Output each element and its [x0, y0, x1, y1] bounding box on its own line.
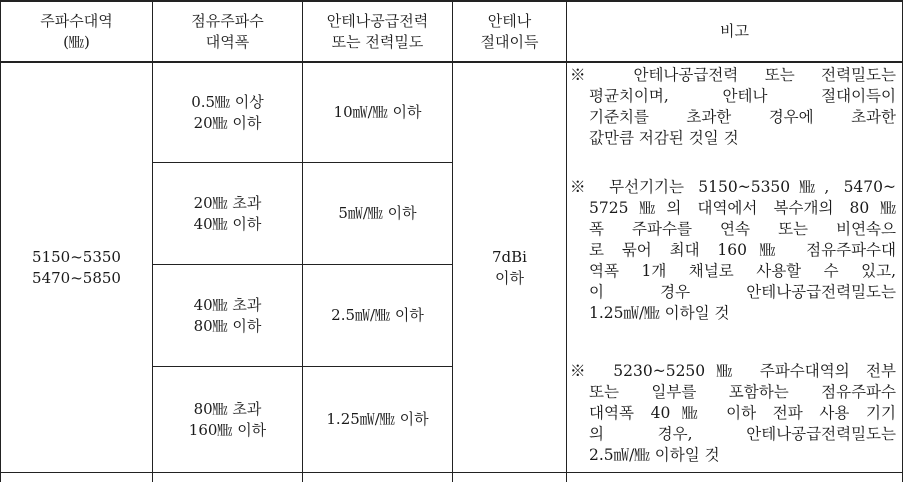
frequency-band-line-1: 5150~5350	[32, 247, 121, 266]
col-rule-4	[566, 0, 567, 473]
remark-note-3	[570, 361, 896, 466]
remark-note-2-line-7: 1.25㎽/㎒ 이하일 것	[589, 304, 730, 322]
header-antenna-power-line-1: 안테나공급전력	[326, 11, 429, 30]
power-cell-3-value: 2.5㎽/㎒ 이하	[331, 306, 424, 324]
bandwidth-cell-3-line-2: 80㎒ 이하	[193, 316, 262, 335]
header-antenna-power-line-2: 또는 전력밀도	[331, 32, 424, 51]
power-cell-4-value: 1.25㎽/㎒ 이하	[326, 410, 429, 428]
bandwidth-cell-1	[153, 63, 302, 162]
header-frequency-band-line-1: 주파수대역	[40, 11, 113, 30]
power-cell-1-value: 10㎽/㎒ 이하	[333, 103, 422, 121]
bandwidth-cell-3	[153, 265, 302, 366]
remark-note-2-line-5: 역폭 1개 채널로 사용할 수 있고,	[589, 262, 896, 280]
remark-note-1-line-4: 값만큼 저감된 것일 것	[589, 129, 739, 147]
remark-note-3-line-2: 또는 일부를 포함하는 점유주파수	[589, 383, 896, 401]
bandwidth-cell-2	[153, 163, 302, 264]
remark-note-2-line-2: 5725㎒의 대역에서 복수개의 80㎒	[589, 199, 896, 217]
remark-note-2-line-1: ※ 무선기기는 5150~5350㎒, 5470~	[570, 178, 896, 196]
bandwidth-cell-2-line-1: 20㎒ 초과	[193, 193, 262, 212]
header-antenna-gain-line-1: 안테나	[487, 11, 532, 30]
frequency-band-cell	[1, 63, 152, 472]
power-cell-1	[303, 63, 452, 162]
power-cell-4	[303, 367, 452, 472]
remark-note-3-line-3: 대역폭 40㎒ 이하 전파 사용 기기	[589, 404, 896, 422]
remark-note-1-line-3: 기준치를 초과한 경우에 초과한	[589, 108, 896, 126]
remark-note-1	[570, 65, 896, 149]
power-cell-2-value: 5㎽/㎒ 이하	[338, 204, 417, 222]
continuation-stub-2	[152, 473, 153, 482]
power-cell-2	[303, 163, 452, 264]
header-remarks	[567, 2, 902, 61]
frequency-band-line-2: 5470~5850	[32, 268, 121, 287]
header-frequency-band-line-2: (㎒)	[63, 32, 90, 51]
power-cell-3	[303, 265, 452, 366]
continuation-stub-4	[452, 473, 453, 482]
header-occupied-bandwidth	[153, 2, 302, 61]
header-antenna-power	[303, 2, 452, 61]
bandwidth-cell-4-line-2: 160㎒ 이하	[188, 420, 267, 439]
remark-note-3-line-1: ※ 5230~5250㎒ 주파수대역의 전부	[570, 362, 896, 380]
remark-note-2-line-6: 이 경우 안테나공급전력밀도는	[589, 283, 896, 301]
bandwidth-cell-1-line-2: 20㎒ 이하	[193, 113, 262, 132]
bandwidth-cell-2-line-2: 40㎒ 이하	[193, 214, 262, 233]
continuation-stub-1	[0, 473, 1, 482]
remark-note-2-line-3: 폭 주파수를 연속 또는 비연속으	[589, 220, 896, 238]
bandwidth-cell-1-line-1: 0.5㎒ 이상	[191, 92, 264, 111]
header-antenna-gain-line-2: 절대이득	[480, 32, 539, 51]
remark-note-2-line-4: 로 묶어 최대 160㎒ 점유주파수대	[589, 241, 896, 259]
header-antenna-gain	[453, 2, 566, 61]
remark-note-1-line-2: 평균치이며, 안테나 절대이득이	[589, 87, 896, 105]
remark-note-1-line-1: ※ 안테나공급전력 또는 전력밀도는	[570, 66, 896, 84]
antenna-gain-line-2: 이하	[495, 268, 524, 287]
bandwidth-cell-4-line-1: 80㎒ 초과	[193, 399, 262, 418]
continuation-stub-5	[566, 473, 567, 482]
header-remarks-label: 비고	[720, 22, 749, 40]
header-frequency-band	[1, 2, 152, 61]
continuation-stub-3	[302, 473, 303, 482]
antenna-gain-line-1: 7dBi	[492, 247, 527, 266]
antenna-gain-cell	[453, 63, 566, 472]
header-occupied-bandwidth-line-1: 점유주파수	[191, 11, 264, 30]
bandwidth-cell-3-line-1: 40㎒ 초과	[193, 295, 262, 314]
bandwidth-cell-4	[153, 367, 302, 472]
remark-note-3-line-5: 2.5㎽/㎒ 이하일 것	[589, 446, 720, 464]
remark-note-3-line-4: 의 경우, 안테나공급전력밀도는	[589, 425, 896, 443]
header-occupied-bandwidth-line-2: 대역폭	[205, 32, 250, 51]
remark-note-2	[570, 177, 896, 324]
